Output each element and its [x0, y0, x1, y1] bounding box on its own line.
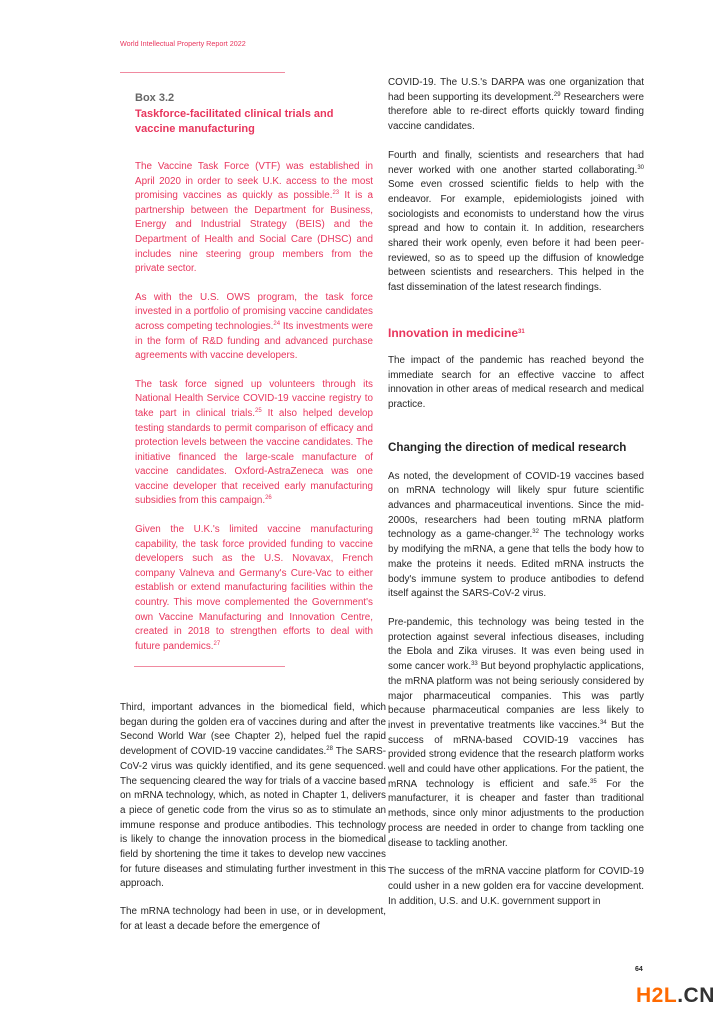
box-bottom-rule — [134, 666, 285, 667]
footnote-ref[interactable]: 33 — [471, 661, 478, 668]
footnote-ref[interactable]: 23 — [332, 190, 340, 197]
footnote-ref[interactable]: 35 — [590, 778, 597, 785]
body-paragraph: As noted, the development of COVID-19 vaccines based on mRNA technology will likely spur future scientific advances and pharmaceutical inventions. Since the mid-2000s, researchers had been touting mRNA platform technology as a game-changer.$^{32}$ The technology works by modifying the mRNA, a gene that tells the body how to make the proteins it needs. Edited mRNA instructs the body's immune system to produce antibodies to defend itself against the SARS-CoV-2 virus. — [388, 470, 645, 600]
box-3-2 — [135, 91, 373, 654]
box-paragraph: As with the U.S. OWS program, the task force invested in a portfolio of promising vaccine candidates across competing technologies.$^{24}$ Its investments were in the form of R&D funding and advanced purchase agreements with vaccine developers. — [135, 291, 373, 362]
body-paragraph: The success of the mRNA vaccine platform for COVID-19 could usher in a new golden era for vaccine development. In addition, U.S. and U.K. government support in — [388, 866, 644, 907]
footnote-ref[interactable]: 29 — [553, 91, 561, 98]
box-paragraph: The Vaccine Task Force (VTF) was established in April 2020 in order to seek U.K. access to the most promising vaccines as quickly as possible.$^{23}$ It is a partnership between the Department for Business, Energy and Industrial Strategy (BEIS) and the Department of Health and Social Care (DHSC) and includes nine steering group members from the private sector. — [135, 161, 373, 275]
right-column — [388, 76, 644, 909]
box-paragraph: Given the U.K.'s limited vaccine manufacturing capability, the task force provided funding to vaccine developers such as the U.S. Novavax, French company Valneva and Germany's Cure-Vac to either establish or extend manufacturing facilities within the country. This move complemented the Government's own Vaccine Manufacturing and Innovation Centre, created in 2018 to strengthen efforts to deal with future pandemics.$^{27}$ — [135, 524, 373, 652]
footnote-ref[interactable]: 25 — [255, 407, 262, 414]
body-paragraph: Third, important advances in the biomedical field, which began during the golden era of vaccines during and after the Second World War (see Chapter 2), helped fuel the rapid development of COVID-19 vaccine candidates.$^{28}$ The SARS-CoV-2 virus was quickly identified, and its gene sequenced. The sequencing cleared the way for trials of a vaccine based on mRNA technology, which, as noted in Chapter 1, delivers a piece of genetic code from the virus so as to stimulate an immune response and produce antibodies. This technology is likely to change the innovation process in the biomedical field by shortening the time it takes to develop new vaccines for future diseases and stimulating further investment in this approach. — [120, 702, 386, 890]
footnote-ref[interactable]: 32 — [532, 529, 539, 536]
subsection-heading: Changing the direction of medical research — [388, 440, 627, 454]
box-paragraph: The task force signed up volunteers through its National Health Service COVID-19 vaccine registry to take part in clinical trials.$^{25}$ It also helped develop testing standards to permit comparison of efficacy and protection levels between the vaccine candidates. The initiative financed the large-scale manufacture of vaccine candidates. Oxford-AstraZeneca was one vaccine developer that received early manufacturing subsidies from this campaign.$^{26}$ — [135, 378, 373, 507]
body-paragraph: The mRNA technology had been in use, or in development, for at least a decade before the emergence of — [120, 906, 386, 932]
box-title: Taskforce-facilitated clinical trials and vaccine manufacturing — [135, 108, 334, 135]
left-column — [120, 701, 386, 935]
box-top-rule — [120, 72, 285, 73]
footnote-ref[interactable]: 26 — [265, 495, 272, 502]
section-heading: Innovation in medicine$^{31}$ — [388, 325, 525, 340]
page-number: 64 — [635, 966, 643, 973]
footnote-ref[interactable]: 27 — [213, 640, 221, 647]
running-header: World Intellectual Property Report 2022 — [120, 39, 246, 48]
footnote-ref[interactable]: 24 — [273, 320, 281, 327]
watermark-logo: H2L.CN — [636, 984, 715, 1007]
body-paragraph: COVID-19. The U.S.'s DARPA was one organization that had been supporting its development.$^{29}$ Researchers were therefore able to re-direct efforts quickly toward finding vaccine candidates. — [388, 77, 644, 133]
body-paragraph: Pre-pandemic, this technology was being tested in the protection against several infectious diseases, including the Ebola and Zika viruses. It was even being used in some cancer work.$^{33}$ But beyond prophylactic applications, the mRNA platform was not being seriously considered by major pharmaceutical companies. This was partly because pharmaceutical companies are less likely to invest in preventative treatments like vaccines.$^{34}$ But the success of mRNA-based COVID-19 vaccines has provided strong evidence that the research platform works well and could have other applications. For the patient, the mRNA technology is efficient and safe.$^{35}$ For the manufacturer, it is cheaper and faster than traditional methods, since only minor adjustments to the production process are needed in order to change from tackling one disease to tackling another. — [388, 616, 645, 849]
footnote-ref[interactable]: 31 — [518, 328, 525, 335]
box-label: Box 3.2 — [135, 92, 175, 104]
body-paragraph: Fourth and finally, scientists and researchers that had never worked with one another started collaborating.$^{30}$ Some even crossed scientific fields to help with the endeavor. For example, epidemiologists joined with sociologists and economists to understand how the virus spread and how to contain it. In addition, researchers shared their work openly, even before it had been peer-reviewed, so as to speed up the diffusion of knowledge between scientists and researchers. This helped in the fast dissemination of the latest research findings. — [388, 149, 644, 294]
footnote-ref[interactable]: 30 — [637, 164, 644, 171]
footnote-ref[interactable]: 34 — [599, 719, 607, 726]
section-intro: The impact of the pandemic has reached beyond the immediate search for an effective vaccine to affect innovation in other areas of medical research and medical practice. — [388, 354, 644, 410]
footnote-ref[interactable]: 28 — [326, 746, 333, 753]
